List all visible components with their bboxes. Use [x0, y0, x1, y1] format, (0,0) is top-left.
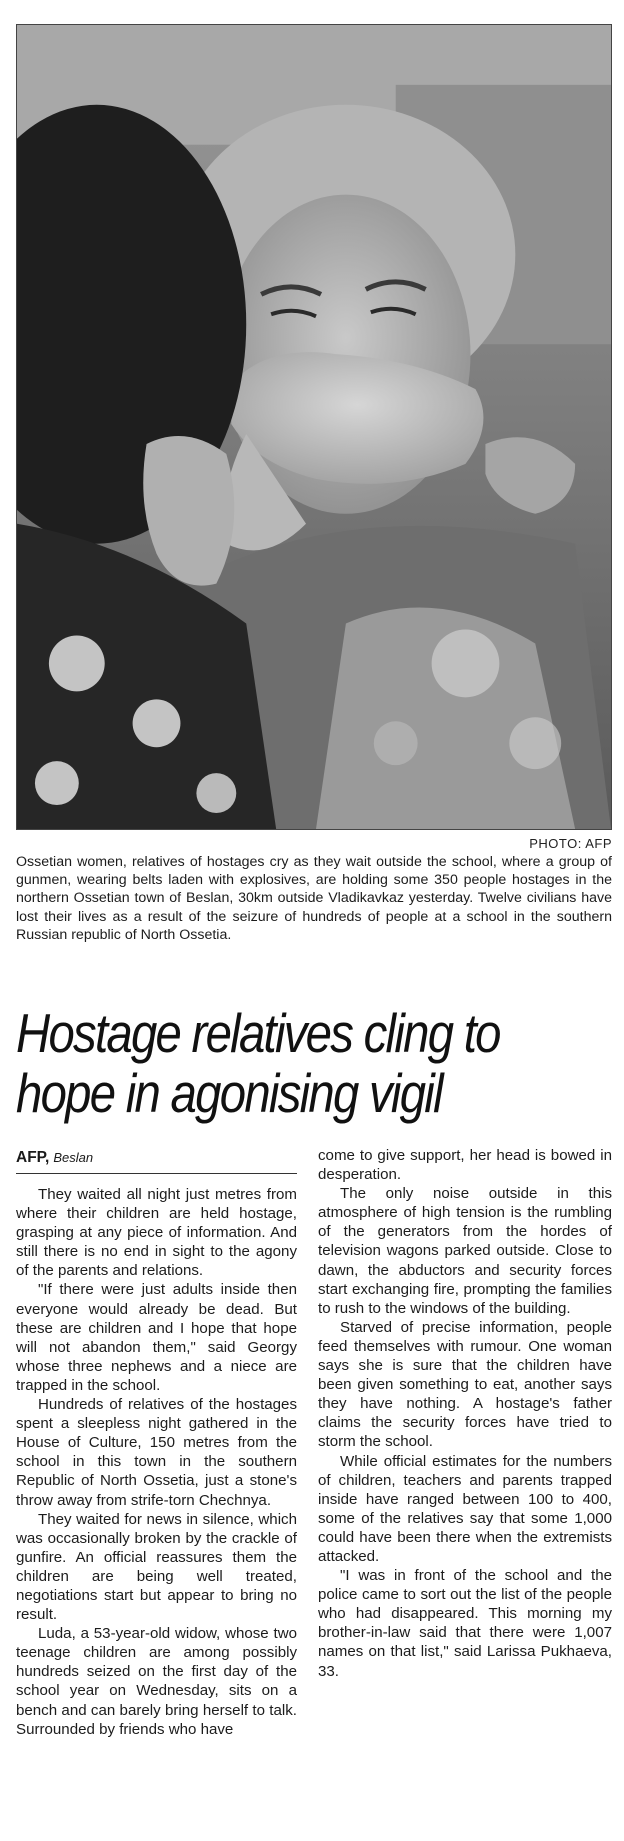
- news-photo: [16, 24, 612, 830]
- photo-caption: Ossetian women, relatives of hostages cry as they wait outside the school, where a group of gunmen, wearing belts laden with explosives, are holding some 350 people hostages in the northern Ossetian town of Beslan, 30km outside Vladikavkaz yesterday. Twelve civilians have lost their lives as a result of the seizure of hundreds of people at a school in the southern Russian republic of North Ossetia.: [16, 854, 612, 943]
- paragraph: They waited for news in silence, which was occasionally broken by the crackle of gunfire. An official reassures them the children are being well treated, negotiations start but appear to bring no result.: [16, 1510, 297, 1624]
- photo-credit: PHOTO: AFP: [529, 836, 612, 851]
- byline-dateline: Beslan: [53, 1150, 94, 1165]
- byline-agency: AFP,: [16, 1149, 50, 1166]
- headline-line-1: Hostage relatives cling to: [16, 1002, 500, 1064]
- headline: [16, 1003, 532, 1123]
- paragraph: While official estimates for the numbers of children, teachers and parents trapped inside have ranged between 100 to 400, some of the relatives say that some 1,000 could have been there when the extremists attacked.: [318, 1452, 612, 1565]
- article-column-1: [16, 1185, 297, 1739]
- paragraph: Starved of precise information, people feed themselves with rumour. One woman says she is sure that the children have been given something to eat, another says they have nothing. A hostage's father claims the security forces have tried to storm the school.: [318, 1318, 612, 1451]
- byline: [16, 1149, 297, 1174]
- paragraph: The only noise outside in this atmosphere of high tension is the rumbling of the generators from the hordes of television wagons parked outside. Close to dawn, the abductors and security forces start exchanging fire, prompting the families to rush to the windows of the building.: [318, 1185, 612, 1317]
- paragraph: Hundreds of relatives of the hostages spent a sleepless night gathered in the House of Culture, 150 metres from the school in this town in the southern Republic of North Ossetia, just a stone's throw away from strife-torn Chechnya.: [16, 1396, 297, 1509]
- photo-illustration: [17, 25, 611, 829]
- paragraph: Luda, a 53-year-old widow, whose two teenage children are among possibly hundreds seized on the first day of the school year on Wednesday, sits on a bench and can barely bring herself to talk. Surrounded by friends who have: [16, 1625, 297, 1738]
- paragraph: come to give support, her head is bowed in desperation.: [318, 1147, 612, 1184]
- headline-line-2: hope in agonising vigil: [16, 1062, 442, 1124]
- paragraph: "If there were just adults inside then everyone would already be dead. But these are children and I hope that hope will not abandon them," said Georgy whose three nephews and a niece are trapped in the school.: [16, 1281, 297, 1394]
- article-column-2: [318, 1146, 612, 1681]
- paragraph: They waited all night just metres from where their children are held hostage, grasping at any piece of information. And still there is no end in sight to the agony of the parents and relations.: [16, 1186, 297, 1280]
- paragraph: "I was in front of the school and the police came to sort out the list of the people who had disappeared. This morning my brother-in-law said that there were 1,007 names on that list," said Larissa Pukhaeva, 33.: [318, 1567, 612, 1680]
